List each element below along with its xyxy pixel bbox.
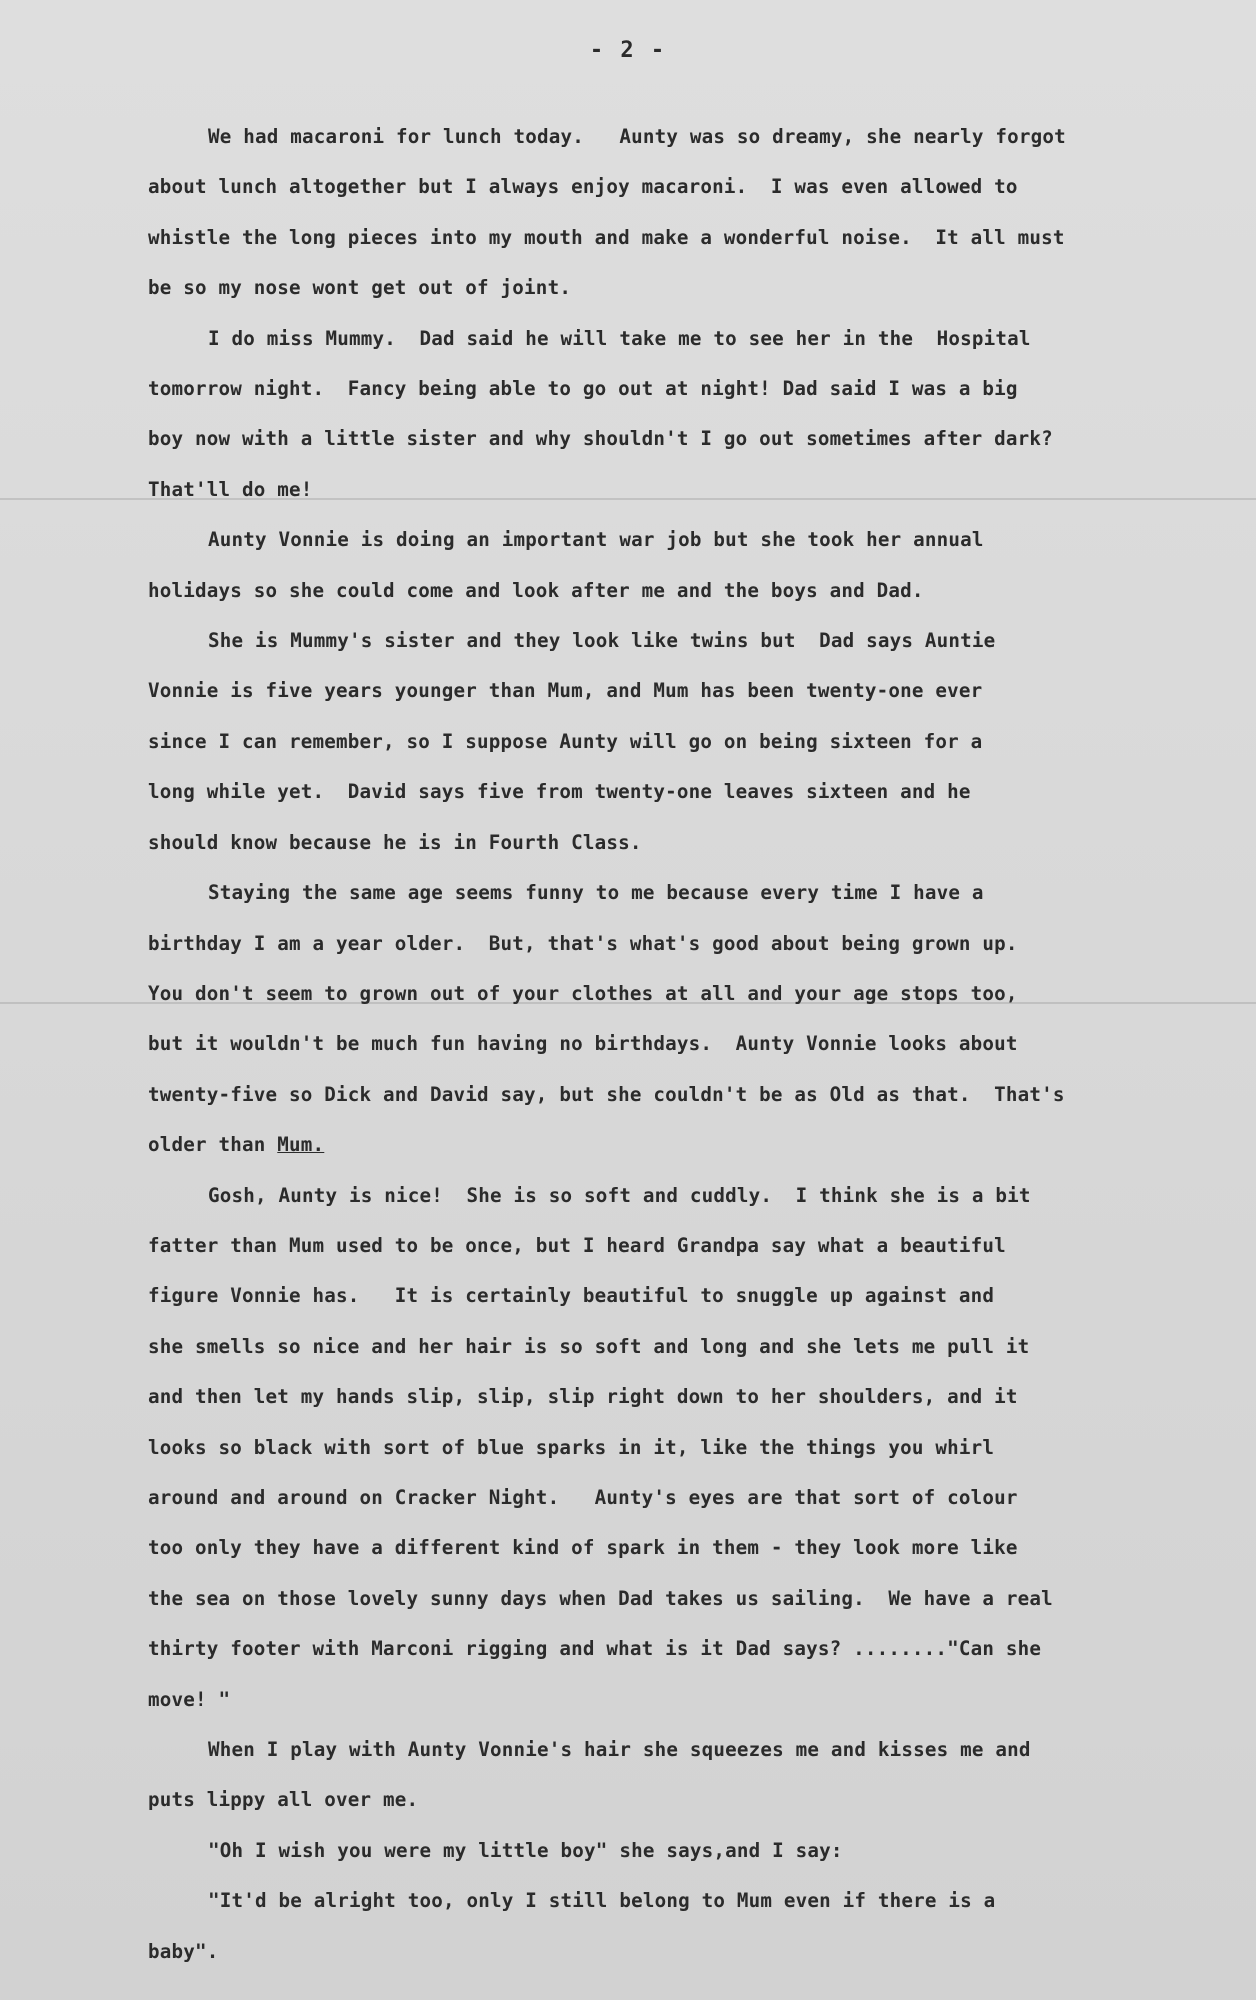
text-line: I do miss Mummy. Dad said he will take me to see her in the Hospital <box>208 326 1031 350</box>
body-text <box>148 112 1148 1977</box>
text-line: Aunty Vonnie is doing an important war job but she took her annual <box>208 528 984 552</box>
text-line: When I play with Aunty Vonnie's hair she squeezes me and kisses me and <box>208 1738 1031 1761</box>
text-line: You don't seem to grown out of your clothes at all and your age stops too, <box>148 981 1018 1005</box>
text-line: "Oh I wish you were my little boy" she says,and I say: <box>208 1838 843 1862</box>
text-line: That'll do me! <box>148 477 313 501</box>
text-line: thirty footer with Marconi rigging and what is it Dad says? ........"Can she <box>148 1637 1042 1661</box>
text-line: fatter than Mum used to be once, but I heard Grandpa say what a beautiful <box>148 1233 1006 1257</box>
text-line: birthday I am a year older. But, that's what's good about being grown up. <box>148 931 1018 955</box>
page-number: - 2 - <box>589 38 667 63</box>
text-line: but it wouldn't be much fun having no birthdays. Aunty Vonnie looks about <box>148 1032 1018 1056</box>
text-line <box>148 1120 1148 1170</box>
text-line: the sea on those lovely sunny days when Dad takes us sailing. We have a real <box>148 1586 1053 1610</box>
paragraph-4 <box>148 616 1148 868</box>
text-line: boy now with a little sister and why shouldn't I go out sometimes after dark? <box>148 427 1053 451</box>
text-line: figure Vonnie has. It is certainly beautiful to snuggle up against and <box>148 1284 995 1308</box>
text-line: holidays so she could come and look after me and the boys and Dad. <box>148 578 924 602</box>
text-line: and then let my hands slip, slip, slip right down to her shoulders, and it <box>148 1385 1018 1409</box>
text-line: puts lippy all over me. <box>148 1788 419 1812</box>
text-line: twenty-five so Dick and David say, but she couldn't be as Old as that. That's <box>148 1082 1065 1106</box>
text-line: should know because he is in Fourth Class. <box>148 830 642 854</box>
text-line: tomorrow night. Fancy being able to go out at night! Dad said I was a big <box>148 377 1018 401</box>
text-line: Staying the same age seems funny to me because every time I have a <box>208 881 984 905</box>
text-line: baby". <box>148 1939 219 1963</box>
text-line: Gosh, Aunty is nice! She is so soft and cuddly. I think she is a bit <box>208 1183 1031 1207</box>
text-line: be so my nose wont get out of joint. <box>148 276 572 300</box>
paragraph-6 <box>148 1171 1148 1725</box>
paragraph-5 <box>148 868 1148 1170</box>
text-fragment: older than <box>148 1133 278 1157</box>
text-line: looks so black with sort of blue sparks in it, like the things you whirl <box>148 1435 995 1459</box>
text-line: move! " <box>148 1687 231 1711</box>
paragraph-8 <box>148 1826 1148 1876</box>
text-line: around and around on Cracker Night. Aunty's eyes are that sort of colour <box>148 1485 1018 1509</box>
paragraph-1 <box>148 112 1148 314</box>
text-line: Vonnie is five years younger than Mum, and Mum has been twenty-one ever <box>148 679 983 703</box>
paragraph-3 <box>148 515 1148 616</box>
text-line: since I can remember, so I suppose Aunty will go on being sixteen for a <box>148 729 983 753</box>
underlined-word: Mum. <box>277 1133 325 1157</box>
text-line: She is Mummy's sister and they look like twins but Dad says Auntie <box>208 629 996 653</box>
text-line: she smells so nice and her hair is so soft and long and she lets me pull it <box>148 1334 1030 1358</box>
text-line: long while yet. David says five from twenty-one leaves sixteen and he <box>148 780 971 804</box>
text-line: "It'd be alright too, only I still belong to Mum even if there is a <box>208 1889 996 1913</box>
text-line: whistle the long pieces into my mouth and make a wonderful noise. It all must <box>148 225 1065 249</box>
paragraph-2 <box>148 314 1148 516</box>
text-line: We had macaroni for lunch today. Aunty was so dreamy, she nearly forgot <box>208 125 1066 148</box>
text-line: about lunch altogether but I always enjoy macaroni. I was even allowed to <box>148 175 1018 199</box>
paragraph-9 <box>148 1876 1148 1977</box>
paragraph-7 <box>148 1725 1148 1826</box>
text-line: too only they have a different kind of spark in them - they look more like <box>148 1536 1018 1560</box>
